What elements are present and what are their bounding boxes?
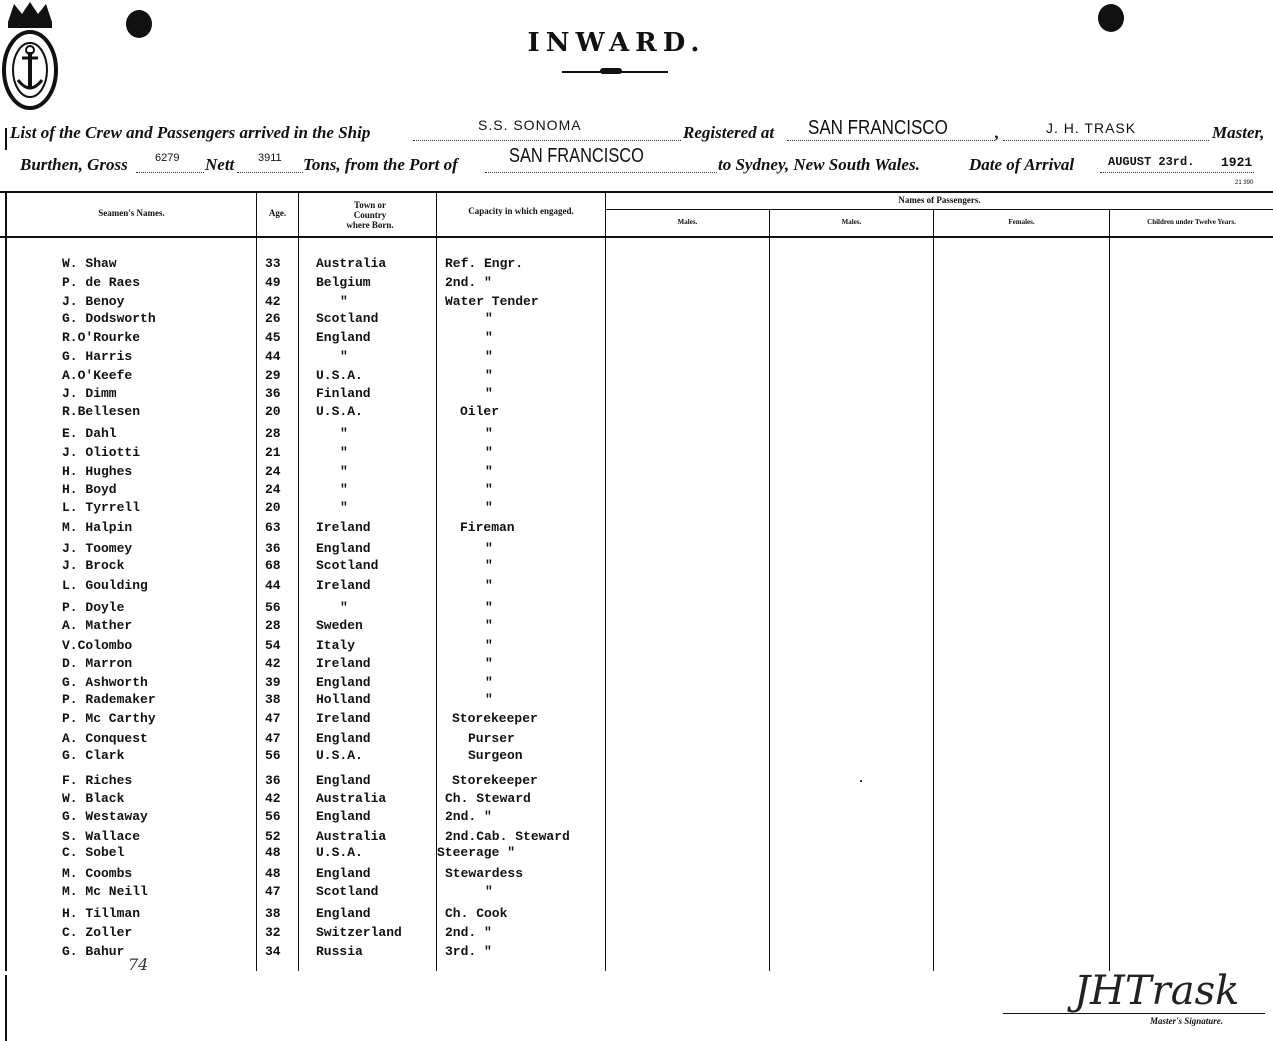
crew-birthplace: England [316, 809, 371, 824]
crew-capacity: " [485, 884, 493, 899]
crew-birthplace: " [340, 464, 348, 479]
stray-mark [860, 780, 862, 782]
crew-capacity: " [485, 638, 493, 653]
crew-birthplace: Australia [316, 829, 387, 844]
crew-age: 54 [265, 638, 281, 653]
crew-capacity: " [485, 500, 493, 515]
crew-birthplace: Scotland [316, 311, 379, 326]
crew-capacity: Surgeon [468, 748, 523, 763]
crew-birthplace: Australia [316, 256, 387, 271]
crew-age: 29 [265, 368, 281, 383]
col-header-passengers: Names of Passengers. [898, 195, 981, 205]
registered-label: Registered at [683, 123, 775, 142]
crew-name: J. Toomey [62, 541, 133, 556]
title-ornament [600, 68, 622, 74]
crew-age: 32 [265, 925, 281, 940]
crew-birthplace: Scotland [316, 884, 379, 899]
crew-name: P. Rademaker [62, 692, 156, 707]
crew-name: L. Tyrrell [62, 500, 141, 515]
crew-age: 38 [265, 906, 281, 921]
crew-birthplace: " [340, 600, 348, 615]
crew-age: 42 [265, 294, 281, 309]
crew-birthplace: Finland [316, 386, 371, 401]
crew-name: M. Halpin [62, 520, 133, 535]
crew-birthplace: U.S.A. [316, 845, 363, 860]
crew-name: G. Dodsworth [62, 311, 156, 326]
registered-port: SAN FRANCISCO [808, 117, 948, 139]
burthen-label: Burthen, Gross [20, 155, 128, 174]
crew-name: A. Conquest [62, 731, 148, 746]
crew-age: 56 [265, 809, 281, 824]
crew-name: R.O'Rourke [62, 330, 141, 345]
crew-capacity: " [485, 541, 493, 556]
crew-age: 52 [265, 829, 281, 844]
crew-age: 28 [265, 618, 281, 633]
crew-age: 56 [265, 748, 281, 763]
crew-birthplace: England [316, 541, 371, 556]
crew-capacity: Steerage " [437, 845, 516, 860]
col-line-age [298, 191, 299, 971]
crew-capacity: Oiler [460, 404, 500, 419]
master-signature: JHTrask [1074, 968, 1240, 1014]
crew-birthplace: Russia [316, 944, 363, 959]
crew-age: 36 [265, 386, 281, 401]
crew-age: 36 [265, 773, 281, 788]
port-from: SAN FRANCISCO [509, 145, 644, 167]
crew-name: V.Colombo [62, 638, 133, 653]
table-top-rule [0, 191, 1273, 193]
crew-name: J. Brock [62, 558, 125, 573]
col-line-name [256, 191, 257, 971]
crew-capacity: 2nd.Cab. Steward [445, 829, 570, 844]
crew-age: 47 [265, 711, 281, 726]
crew-birthplace: " [340, 426, 348, 441]
crew-name: P. Doyle [62, 600, 125, 615]
crew-birthplace: U.S.A. [316, 748, 363, 763]
col-line-females [1109, 209, 1110, 971]
crew-name: A.O'Keefe [62, 368, 133, 383]
crew-birthplace: " [340, 349, 348, 364]
arrival-year: 1921 [1221, 155, 1253, 170]
crew-birthplace: England [316, 330, 371, 345]
crew-capacity: 2nd. " [445, 275, 492, 290]
crew-age: 56 [265, 600, 281, 615]
crew-birthplace: Sweden [316, 618, 363, 633]
crew-name: M. Mc Neill [62, 884, 148, 899]
crew-birthplace: " [340, 500, 348, 515]
tons-from-label: Tons, from the Port of [303, 155, 458, 174]
crew-capacity: " [485, 426, 493, 441]
crew-capacity: " [485, 578, 493, 593]
crew-birthplace: U.S.A. [316, 368, 363, 383]
crew-birthplace: " [340, 294, 348, 309]
crew-birthplace: Ireland [316, 656, 371, 671]
crew-name: H. Tillman [62, 906, 141, 921]
signature-label: Master's Signature. [1150, 1016, 1224, 1026]
crew-age: 42 [265, 656, 281, 671]
crew-name: M. Coombs [62, 866, 133, 881]
crew-capacity: 3rd. " [445, 944, 492, 959]
crew-age: 42 [265, 791, 281, 806]
page-title: INWARD. [527, 28, 706, 58]
crew-name: P. de Raes [62, 275, 141, 290]
form-code: 21 390 [1235, 180, 1254, 186]
crew-birthplace: England [316, 731, 371, 746]
crew-birthplace: Switzerland [316, 925, 402, 940]
crew-capacity: " [485, 445, 493, 460]
crew-birthplace: England [316, 675, 371, 690]
crew-age: 39 [265, 675, 281, 690]
list-label: List of the Crew and Passengers arrived in the Ship [10, 123, 371, 142]
crew-age: 45 [265, 330, 281, 345]
crew-age: 20 [265, 500, 281, 515]
tally-number: 74 [128, 955, 149, 974]
left-margin-rule [5, 128, 7, 150]
crew-capacity: " [485, 464, 493, 479]
crew-name: W. Shaw [62, 256, 117, 271]
crew-capacity: " [485, 386, 493, 401]
crew-birthplace: U.S.A. [316, 404, 363, 419]
crew-name: E. Dahl [62, 426, 117, 441]
crew-capacity: " [485, 618, 493, 633]
crew-capacity: Fireman [460, 520, 515, 535]
col-header-born: Town or Country where Born. [346, 200, 394, 230]
crew-name: H. Hughes [62, 464, 133, 479]
col-header-females: Females. [1008, 218, 1035, 226]
crew-capacity: " [485, 368, 493, 383]
arrival-date: AUGUST 23rd. [1108, 155, 1195, 169]
crew-name: A. Mather [62, 618, 133, 633]
crew-capacity: " [485, 482, 493, 497]
crew-name: J. Oliotti [62, 445, 141, 460]
col-header-males-2: Males. [841, 218, 862, 226]
left-border-lower [5, 975, 7, 1041]
crew-capacity: Purser [468, 731, 515, 746]
crew-capacity: Stewardess [445, 866, 524, 881]
crew-birthplace: Holland [316, 692, 371, 707]
crew-capacity: " [485, 330, 493, 345]
ship-name: S.S. SONOMA [478, 117, 582, 133]
passenger-sub-rule [606, 209, 1273, 210]
crew-capacity: 2nd. " [445, 925, 492, 940]
crew-birthplace: England [316, 773, 371, 788]
crew-age: 21 [265, 445, 281, 460]
col-header-children: Children under Twelve Years. [1147, 218, 1236, 226]
destination-label: to Sydney, New South Wales. [718, 155, 920, 174]
crew-birthplace: Scotland [316, 558, 379, 573]
col-header-males: Males. [677, 218, 698, 226]
crew-name: G. Westaway [62, 809, 148, 824]
table-header-rule [0, 236, 1273, 238]
crew-name: S. Wallace [62, 829, 141, 844]
crew-name: G. Harris [62, 349, 133, 364]
crew-capacity: " [485, 349, 493, 364]
crew-birthplace: " [340, 482, 348, 497]
crew-name: P. Mc Carthy [62, 711, 156, 726]
nett-label: Nett [205, 155, 235, 174]
crew-age: 47 [265, 731, 281, 746]
col-header-age: Age. [268, 208, 287, 218]
crew-capacity: 2nd. " [445, 809, 492, 824]
col-header-capacity: Capacity in which engaged. [468, 206, 574, 216]
crew-age: 36 [265, 541, 281, 556]
crew-birthplace: Italy [316, 638, 356, 653]
crew-name: C. Sobel [62, 845, 125, 860]
crew-name: F. Riches [62, 773, 133, 788]
crew-age: 24 [265, 464, 281, 479]
crew-capacity: Ch. Steward [445, 791, 531, 806]
col-line-left [5, 191, 7, 971]
crew-capacity: " [485, 692, 493, 707]
crew-age: 20 [265, 404, 281, 419]
crew-capacity: " [485, 675, 493, 690]
crew-name: G. Bahur [62, 944, 125, 959]
crew-age: 34 [265, 944, 281, 959]
crew-age: 24 [265, 482, 281, 497]
crew-capacity: Ch. Cook [445, 906, 508, 921]
col-line-males [769, 209, 770, 971]
crew-birthplace: Australia [316, 791, 387, 806]
master-name: J. H. TRASK [1046, 120, 1137, 136]
crew-birthplace: Belgium [316, 275, 371, 290]
nett-tons: 3911 [258, 152, 282, 164]
crew-name: L. Goulding [62, 578, 148, 593]
crew-name: W. Black [62, 791, 125, 806]
crew-birthplace: " [340, 445, 348, 460]
crew-capacity: " [485, 600, 493, 615]
crew-age: 49 [265, 275, 281, 290]
crew-age: 68 [265, 558, 281, 573]
crew-capacity: Ref. Engr. [445, 256, 524, 271]
crew-age: 48 [265, 866, 281, 881]
crew-age: 38 [265, 692, 281, 707]
crew-name: D. Marron [62, 656, 133, 671]
col-line-capacity [605, 191, 606, 971]
crew-name: R.Bellesen [62, 404, 141, 419]
registered-comma: , [995, 123, 1000, 142]
crew-birthplace: Ireland [316, 578, 371, 593]
crew-birthplace: England [316, 906, 371, 921]
crew-birthplace: Ireland [316, 711, 371, 726]
crew-capacity: " [485, 311, 493, 326]
crew-age: 48 [265, 845, 281, 860]
crew-capacity: Storekeeper [452, 711, 538, 726]
crew-name: G. Ashworth [62, 675, 148, 690]
arrival-label: Date of Arrival [969, 155, 1075, 174]
col-line-males2 [933, 209, 934, 971]
crew-capacity: Water Tender [445, 294, 539, 309]
crew-name: J. Dimm [62, 386, 117, 401]
crew-age: 47 [265, 884, 281, 899]
crew-age: 26 [265, 311, 281, 326]
crew-age: 44 [265, 578, 281, 593]
crew-birthplace: Ireland [316, 520, 371, 535]
gross-tons: 6279 [155, 152, 180, 164]
crew-age: 28 [265, 426, 281, 441]
crew-name: G. Clark [62, 748, 125, 763]
crew-capacity: Storekeeper [452, 773, 538, 788]
col-header-name: Seamen's Names. [98, 208, 165, 218]
crew-name: H. Boyd [62, 482, 117, 497]
crew-age: 33 [265, 256, 281, 271]
crew-age: 63 [265, 520, 281, 535]
crew-capacity: " [485, 558, 493, 573]
crew-birthplace: England [316, 866, 371, 881]
crew-capacity: " [485, 656, 493, 671]
crew-name: C. Zoller [62, 925, 133, 940]
master-label: Master, [1212, 123, 1265, 142]
crew-name: J. Benoy [62, 294, 125, 309]
crew-age: 44 [265, 349, 281, 364]
